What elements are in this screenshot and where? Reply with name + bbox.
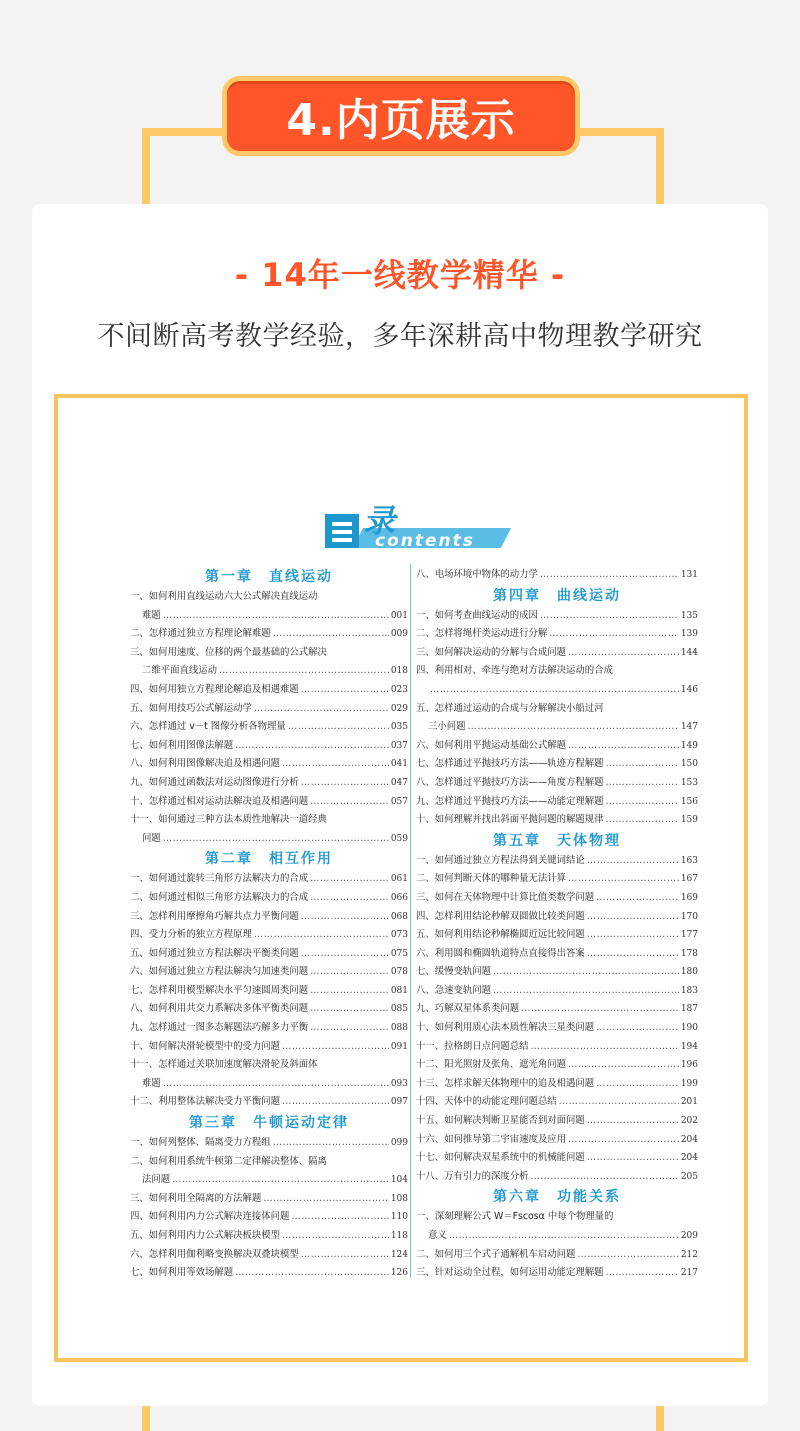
toc-page-number: 009 — [390, 629, 408, 640]
toc-entry-title: 十一、怎样通过关联加速度解决滑轮及斜面体 — [130, 1059, 318, 1071]
toc-entry — [130, 1227, 408, 1246]
toc-page-number: 057 — [390, 796, 408, 807]
toc-leader-dots — [468, 718, 679, 737]
toc-page-number: 217 — [680, 1268, 698, 1279]
toc-leader-dots — [273, 625, 389, 644]
toc-entry-title: 九、怎样通过一图多态解题法巧解多力平衡 — [130, 1022, 309, 1034]
toc-entry-title: 十二、利用整体法解决受力平衡问题 — [130, 1096, 281, 1108]
toc-entry-title: 九、如何通过函数法对运动图像进行分析 — [130, 776, 299, 788]
toc-entry — [130, 1093, 408, 1112]
toc-entry — [130, 774, 408, 793]
toc-entry — [130, 1000, 408, 1019]
toc-leader-dots — [301, 681, 389, 700]
toc-entry — [130, 644, 408, 663]
toc-entry — [416, 793, 698, 812]
toc-leader-dots — [282, 755, 389, 774]
toc-page-number: 199 — [680, 1078, 698, 1089]
toc-entry — [130, 1153, 408, 1172]
toc-entry — [130, 870, 408, 889]
toc-page-number: 099 — [390, 1138, 408, 1149]
toc-leader-dots — [310, 889, 389, 908]
toc-entry — [416, 1149, 698, 1168]
toc-leader-dots — [549, 625, 679, 644]
toc-page-number: 205 — [680, 1171, 698, 1182]
toc-entry-title: 六、利用圆和椭圆轨道特点直接得出答案 — [416, 947, 585, 959]
toc-entry-title: 一、如何利用直线运动六大公式解决直线运动 — [130, 591, 318, 602]
toc-page-number: 201 — [680, 1097, 698, 1108]
toc-leader-dots — [235, 1264, 389, 1283]
toc-entry-title: 意义 — [428, 1230, 447, 1241]
toc-page-preview — [54, 394, 748, 1362]
toc-page-number: 023 — [390, 684, 408, 695]
toc-entry — [130, 926, 408, 945]
toc-entry — [416, 811, 698, 830]
toc-entry — [416, 644, 698, 663]
toc-leader-dots — [606, 1264, 679, 1283]
toc-page-number: 180 — [680, 967, 698, 978]
chapter-heading: 第四章 曲线运动 — [493, 587, 621, 604]
chapter-heading: 第三章 牛顿运动定律 — [189, 1115, 349, 1132]
toc-entry-title: 三、如何利用全隔离的方法解题 — [130, 1192, 262, 1204]
toc-entry-title: 十、如何利用质心法本质性解决三星类问题 — [416, 1022, 595, 1034]
toc-page-number: 167 — [680, 874, 698, 885]
toc-page-number: 061 — [390, 874, 408, 885]
toc-entry-title: 九、巧解双星体系类问题 — [416, 1003, 520, 1015]
toc-leader-dots — [282, 1093, 389, 1112]
toc-leader-dots — [587, 945, 679, 964]
toc-page-number: 081 — [390, 985, 408, 996]
toc-entry-title: 法问题 — [142, 1174, 171, 1186]
toc-page-number: 108 — [390, 1193, 408, 1204]
toc-entry — [130, 908, 408, 927]
toc-leader-dots — [587, 1112, 679, 1131]
toc-entry-title: 十三、怎样求解天体物理中的追及相遇问题 — [416, 1077, 595, 1089]
toc-entry — [130, 1134, 408, 1153]
toc-leader-dots — [606, 793, 679, 812]
toc-leader-dots — [587, 908, 679, 927]
toc-leader-dots — [596, 1019, 679, 1038]
toc-entry-title: 四、怎样利用结论秒解双圆做比较类问题 — [416, 910, 585, 922]
toc-leader-dots — [291, 1208, 388, 1227]
toc-entry — [416, 1246, 698, 1265]
toc-entry — [130, 1056, 408, 1075]
toc-page-number: 183 — [680, 985, 698, 996]
frame-right-line — [656, 128, 664, 208]
toc-leader-dots — [310, 982, 389, 1001]
toc-leader-dots — [430, 681, 679, 700]
toc-entry — [416, 982, 698, 1001]
toc-entry — [130, 755, 408, 774]
toc-page-number: 041 — [390, 759, 408, 770]
toc-leader-dots — [310, 870, 389, 889]
toc-entry-title: 二、怎样通过独立方程理论解难题 — [130, 628, 271, 640]
toc-entry — [416, 718, 698, 737]
toc-leader-dots — [587, 852, 679, 871]
toc-entry-title: 三、怎样利用摩擦角巧解共点力平衡问题 — [130, 910, 299, 922]
content-card — [32, 204, 768, 1406]
toc-page-number: 037 — [390, 740, 408, 751]
toc-leader-dots — [568, 737, 679, 756]
toc-entry-title: 三小问题 — [428, 721, 466, 733]
toc-entry — [416, 1168, 698, 1187]
toc-entry — [130, 1019, 408, 1038]
toc-page-number: 085 — [390, 1004, 408, 1015]
toc-page-number: 212 — [680, 1249, 698, 1260]
toc-entry-title: 七、怎样利用模型解决水平匀速圆周类问题 — [130, 984, 309, 996]
toc-page-number: 135 — [680, 610, 698, 621]
toc-leader-dots — [310, 1019, 389, 1038]
toc-entry — [416, 1208, 698, 1227]
toc-entry-title: 五、怎样通过运动的合成与分解解决小船过河 — [416, 702, 604, 714]
toc-entry — [416, 607, 698, 626]
toc-leader-dots — [254, 926, 389, 945]
toc-entry — [130, 1171, 408, 1190]
toc-entry — [130, 1264, 408, 1283]
toc-entry — [130, 963, 408, 982]
toc-page-number: 146 — [680, 684, 698, 695]
toc-entry — [416, 774, 698, 793]
toc-leader-dots — [273, 1134, 389, 1153]
toc-entry-title: 十、如何解决滑轮模型中的受力问题 — [130, 1040, 281, 1052]
toc-page-number: 149 — [680, 740, 698, 751]
toc-entry — [416, 852, 698, 871]
toc-entry-title: 五、如何通过独立方程法解决平衡类问题 — [130, 947, 299, 959]
chapter-heading: 第一章 直线运动 — [205, 569, 333, 585]
toc-entry — [416, 1264, 698, 1283]
toc-page-number: 204 — [680, 1134, 698, 1145]
chapter-heading: 第五章 天体物理 — [493, 832, 621, 849]
toc-entry-title: 难题 — [142, 1077, 161, 1089]
toc-page-number: 209 — [680, 1231, 698, 1241]
toc-leader-dots — [493, 963, 679, 982]
toc-page-number: 139 — [680, 629, 698, 640]
toc-page-number: 097 — [390, 1097, 408, 1108]
toc-entry-title: 十七、如何解决双星系统中的机械能问题 — [416, 1152, 585, 1164]
toc-leader-dots — [163, 830, 389, 849]
toc-entry — [130, 811, 408, 830]
toc-leader-dots — [301, 908, 389, 927]
toc-leader-dots — [263, 1190, 389, 1209]
toc-entry-title: 一、如何通过独立方程法得到关键词结论 — [416, 854, 585, 866]
toc-entry-title: 十一、拉格朗日点问题总结 — [416, 1040, 529, 1052]
toc-entry-title: 八、电场环境中物体的动力学 — [416, 569, 538, 580]
toc-entry-title: 九、怎样通过平抛技巧方法——动能定理解题 — [416, 795, 604, 807]
toc-entry-title: 三、如何在天体物理中计算比值类数学问题 — [416, 891, 595, 903]
toc-entry-title: 六、怎样通过 v－t 图像分析各物理量 — [130, 721, 286, 733]
subtitle: - 14年一线教学精华 - — [234, 256, 566, 294]
toc-entry-title: 十、怎样通过相对运动法解决追及相遇问题 — [130, 795, 309, 807]
chapter-heading: 第六章 功能关系 — [493, 1189, 621, 1206]
toc-entry — [130, 681, 408, 700]
toc-page-number: 178 — [680, 948, 698, 959]
toc-leader-dots — [235, 737, 389, 756]
toc-entry — [416, 566, 698, 585]
toc-leader-dots — [493, 982, 679, 1001]
chapter-heading: 第二章 相互作用 — [205, 851, 333, 868]
toc-page-number: 029 — [390, 703, 408, 714]
toc-entry — [130, 607, 408, 626]
toc-leader-dots — [568, 644, 679, 663]
toc-page-number: 075 — [390, 948, 408, 959]
toc-leader-dots — [310, 963, 389, 982]
toc-entry — [416, 1056, 698, 1075]
toc-leader-dots — [606, 811, 679, 830]
column-divider — [410, 564, 411, 1278]
toc-entry — [416, 1075, 698, 1094]
toc-leader-dots — [596, 1075, 679, 1094]
toc-page-number: 078 — [390, 967, 408, 978]
toc-right-column — [416, 566, 698, 1283]
toc-page-number: 088 — [390, 1023, 408, 1034]
toc-leader-dots — [163, 1075, 389, 1094]
toc-leader-dots — [219, 662, 389, 681]
toc-entry-title: 十一、如何通过三种方法本质性地解决一道经典 — [130, 814, 327, 826]
toc-page-number: 150 — [680, 759, 698, 770]
toc-entry-title: 五、如何利用内力公式解决板块模型 — [130, 1230, 281, 1241]
toc-leader-dots — [568, 870, 679, 889]
toc-entry — [130, 1246, 408, 1265]
toc-entry-title: 六、如何通过独立方程法解决匀加速类问题 — [130, 966, 309, 978]
toc-page-number: 177 — [680, 930, 698, 941]
toc-page-number: 091 — [390, 1041, 408, 1052]
toc-page-number: 073 — [390, 930, 408, 941]
toc-entry-title: 一、深刻理解公式 W＝Fscosα 中每个物理量的 — [416, 1211, 614, 1223]
toc-entry — [416, 889, 698, 908]
toc-page-number: 059 — [390, 833, 408, 844]
toc-page-number: 156 — [680, 796, 698, 807]
toc-entry-title: 三、针对运动全过程，如何运用动能定理解题 — [416, 1267, 604, 1279]
toc-page-number: 068 — [390, 911, 408, 922]
toc-entry — [130, 700, 408, 719]
toc-leader-dots — [282, 1038, 389, 1057]
toc-entry-title: 十五、如何解决判断卫星能否到对面问题 — [416, 1115, 585, 1127]
toc-entry — [130, 982, 408, 1001]
toc-page-number: 126 — [390, 1268, 408, 1279]
toc-entry — [130, 889, 408, 908]
toc-entry-title: 四、如何用独立方程理论解追及相遇难题 — [130, 683, 299, 695]
toc-entry — [416, 1227, 698, 1246]
toc-page-number: 066 — [390, 892, 408, 903]
toc-leader-dots — [540, 607, 679, 626]
toc-entry-title: 十四、天体中的动能定理问题总结 — [416, 1096, 557, 1108]
svg-text:录: 录 — [363, 502, 396, 540]
toc-entry-title: 问题 — [142, 832, 161, 844]
toc-page-number: 104 — [390, 1175, 408, 1186]
toc-page-number: 159 — [680, 815, 698, 826]
toc-entry-title: 七、如何利用等效场解题 — [130, 1267, 234, 1279]
toc-page-number: 110 — [390, 1212, 408, 1223]
toc-page-number: 144 — [680, 647, 698, 658]
toc-entry — [130, 1038, 408, 1057]
toc-leader-dots — [282, 1227, 389, 1246]
section-title: 4.内页展示 — [286, 95, 516, 146]
toc-leader-dots — [577, 1246, 678, 1265]
toc-page-number: 118 — [390, 1231, 408, 1241]
toc-leader-dots — [531, 1038, 679, 1057]
toc-leader-dots — [301, 774, 389, 793]
toc-entry-title: 三、如何用速度、位移的两个最基础的公式解决 — [130, 646, 327, 658]
toc-entry — [416, 755, 698, 774]
toc-entry — [130, 830, 408, 849]
toc-page-number: 147 — [680, 722, 698, 733]
frame-left-line — [142, 128, 150, 208]
toc-entry — [416, 662, 698, 681]
toc-entry — [416, 681, 698, 700]
toc-page-number: 153 — [680, 777, 698, 788]
toc-page-number: 047 — [390, 777, 408, 788]
section-title-badge — [222, 76, 580, 156]
toc-entry-title: 二、如何用三个式子通解机车启动问题 — [416, 1248, 576, 1260]
toc-entry — [416, 625, 698, 644]
tagline: 不间断高考教学经验，多年深耕高中物理教学研究 — [97, 321, 703, 352]
toc-leader-dots — [568, 1131, 679, 1150]
toc-leader-dots — [587, 1149, 679, 1168]
toc-entry — [130, 1075, 408, 1094]
toc-entry-title: 二、如何通过相似三角形方法解决力的合成 — [130, 891, 309, 903]
toc-entry — [416, 1131, 698, 1150]
toc-entry-title: 四、受力分析的独立方程原理 — [130, 929, 252, 941]
toc-page-number: 170 — [680, 911, 698, 922]
toc-entry — [130, 945, 408, 964]
toc-entry-title: 五、如何利用结论秒解椭圆近远比较问题 — [416, 929, 585, 941]
toc-entry — [130, 662, 408, 681]
toc-page-number: 131 — [680, 570, 698, 580]
toc-entry-title: 难题 — [142, 609, 161, 621]
toc-entry-title: 六、如何利用平抛运动基础公式解题 — [416, 739, 567, 751]
toc-entry — [130, 1190, 408, 1209]
toc-page-number: 169 — [680, 892, 698, 903]
toc-leader-dots — [310, 1000, 389, 1019]
toc-entry-title: 五、如何用技巧公式解运动学 — [130, 702, 252, 714]
toc-entry-title: 八、如何利用图像解决追及相遇问题 — [130, 758, 281, 770]
toc-entry-title: 八、急速变轨问题 — [416, 984, 492, 996]
toc-entry — [416, 700, 698, 719]
toc-entry — [416, 870, 698, 889]
toc-page-number: 194 — [680, 1041, 698, 1052]
toc-entry — [416, 908, 698, 927]
toc-leader-dots — [301, 945, 389, 964]
toc-leader-dots — [301, 1246, 389, 1265]
toc-leader-dots — [172, 1171, 389, 1190]
frame-left-bottom-line — [142, 1404, 150, 1431]
toc-page-number: 202 — [680, 1116, 698, 1127]
toc-entry — [130, 737, 408, 756]
toc-leader-dots — [310, 793, 389, 812]
frame-right-bottom-line — [656, 1404, 664, 1431]
toc-entry-title: 七、如何利用图像法解题 — [130, 739, 234, 751]
toc-entry-title: 十八、万有引力的深度分析 — [416, 1170, 529, 1182]
toc-leader-dots — [559, 1093, 679, 1112]
toc-leader-dots — [568, 1056, 679, 1075]
toc-leader-dots — [254, 700, 389, 719]
toc-entry — [416, 963, 698, 982]
toc-entry — [130, 793, 408, 812]
toc-page-number: 187 — [680, 1004, 698, 1015]
toc-entry-title: 十二、阳光照射及张角、遮光角问题 — [416, 1059, 567, 1071]
toc-entry-title: 十、如何理解并找出斜面平抛问题的解题规律 — [416, 814, 604, 826]
contents-logo-icon — [323, 502, 513, 554]
toc-entry-title: 十六、如何推导第二宇宙速度及应用 — [416, 1133, 567, 1145]
toc-entry — [416, 1038, 698, 1057]
toc-entry — [416, 926, 698, 945]
toc-leader-dots — [449, 1227, 679, 1246]
toc-entry — [416, 1019, 698, 1038]
toc-entry-title: 一、如何通过旋转三角形方法解决力的合成 — [130, 873, 309, 885]
toc-page-number: 196 — [680, 1060, 698, 1071]
toc-entry-title: 三、如何解决运动的分解与合成问题 — [416, 646, 567, 658]
toc-entry — [130, 625, 408, 644]
toc-entry-title: 二、怎样将绳杆类运动进行分解 — [416, 628, 548, 640]
toc-entry — [416, 1112, 698, 1131]
toc-entry-title: 二、如何判断天体的哪种量无法计算 — [416, 873, 567, 885]
toc-entry-title: 六、怎样利用伽利略变换解决双叠块模型 — [130, 1248, 299, 1260]
svg-text:contents: contents — [375, 531, 475, 551]
toc-entry-title: 四、如何利用内力公式解决连接体问题 — [130, 1211, 290, 1223]
toc-leader-dots — [531, 1168, 679, 1187]
toc-page-number: 124 — [390, 1249, 408, 1260]
toc-leader-dots — [163, 607, 389, 626]
toc-entry — [416, 737, 698, 756]
toc-page-number: 190 — [680, 1023, 698, 1034]
toc-page-number: 204 — [680, 1153, 698, 1164]
toc-entry — [130, 1208, 408, 1227]
toc-entry — [416, 945, 698, 964]
toc-entry-title: 二维平面直线运动 — [142, 665, 218, 677]
toc-entry-title: 一、如何考查曲线运动的成因 — [416, 609, 538, 621]
toc-entry-title: 二、如何利用系统牛顿第二定律解决整体、隔离 — [130, 1155, 327, 1167]
toc-entry — [416, 1000, 698, 1019]
toc-leader-dots — [288, 718, 389, 737]
toc-page-number: 018 — [390, 666, 408, 677]
toc-leader-dots — [606, 755, 679, 774]
toc-page-number: 001 — [390, 610, 408, 621]
toc-page-number: 163 — [680, 855, 698, 866]
toc-entry-title: 七、缓慢变轨问题 — [416, 966, 492, 978]
toc-left-column — [130, 566, 408, 1283]
toc-entry-title: 八、如何利用共交力系解决多体平衡类问题 — [130, 1003, 309, 1015]
toc-leader-dots — [540, 566, 679, 585]
toc-page-number: 035 — [390, 722, 408, 733]
toc-entry-title: 七、怎样通过平抛技巧方法——轨迹方程解题 — [416, 758, 604, 770]
toc-leader-dots — [596, 889, 679, 908]
toc-entry — [130, 718, 408, 737]
toc-entry-title: 八、怎样通过平抛技巧方法——角度方程解题 — [416, 776, 604, 788]
toc-entry — [130, 588, 408, 607]
toc-leader-dots — [606, 774, 679, 793]
toc-leader-dots — [521, 1000, 679, 1019]
toc-entry-title: 一、如何列整体、隔离受力方程组 — [130, 1137, 271, 1149]
toc-entry-title: 四、利用相对、牵连与绝对方法解决运动的合成 — [416, 665, 613, 677]
toc-page-number: 093 — [390, 1078, 408, 1089]
toc-entry — [416, 1093, 698, 1112]
toc-leader-dots — [587, 926, 679, 945]
